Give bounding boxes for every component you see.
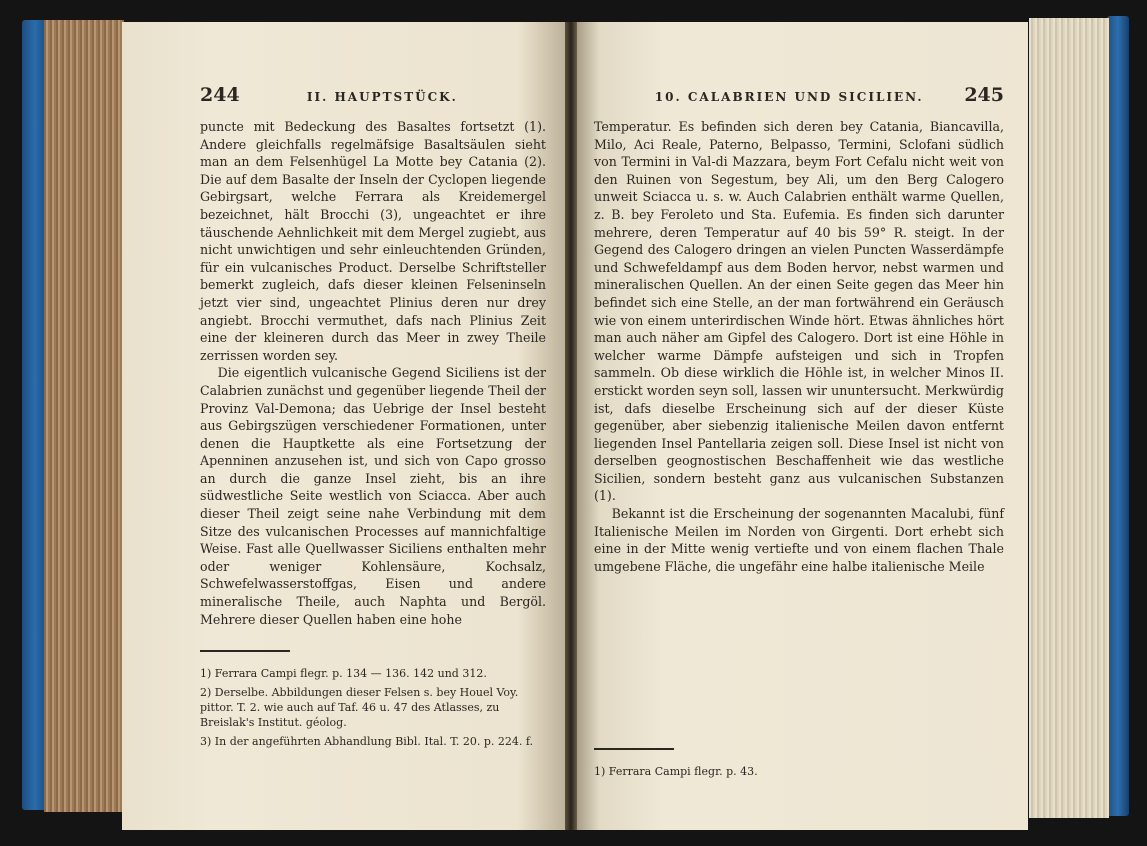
page-edges-right [1029, 18, 1109, 818]
right-page [572, 22, 1028, 830]
left-footnotes [200, 666, 546, 753]
footnote: 1) Ferrara Campi flegr. p. 134 — 136. 142 und 312. [200, 667, 487, 680]
footnote: 2) Derselbe. Abbildungen dieser Felsen s. bey Houel Voy. pittor. T. 2. wie auch auf Taf. 46 u. 47 des Atlasses, zu Breislak's Institut. géolog. [200, 686, 519, 729]
paragraph: puncte mit Bedeckung des Basaltes fortsetzt (1). Andere gleichfalls regelmäfsige Basaltsäulen sieht man an dem Felsenhügel La Motte bey Catania (2). Die auf dem Basalte der Inseln der Cyclopen liegende Gebirgsart, welche Ferrara als Kreidemergel bezeichnet, hält Brocchi (3), ungeachtet er ihre täuschende Aehnlichkeit mit dem Mergel zugiebt, aus nicht unwichtigen und sehr einleuchtenden Gründen, für ein vulcanisches Product. Derselbe Schriftsteller bemerkt zugleich, dafs dieser kleinen Felseninseln jetzt vier sind, ungeachtet Plinius deren nur drey angiebt. Brocchi vermuthet, dafs nach Plinius Zeit eine der kleineren durch das Meer in zwey Theile zerrissen worden sey. [200, 119, 546, 363]
page-edges-left [44, 20, 124, 812]
paragraph: Temperatur. Es befinden sich deren bey Catania, Biancavilla, Milo, Aci Reale, Paterno, Belpasso, Termini, Sclofani südlich von Termini in Val-di Mazzara, beym Fort Cefalu nicht weit von den Ruinen von Segestum, bey Ali, um den Berg Calogero unweit Sciacca u. s. w. Auch Calabrien enthält warme Quellen, z. B. bey Feroleto und Sta. Eufemia. Es finden sich darunter mehrere, deren Temperatur auf 40 bis 59° R. steigt. In der Gegend des Calogero dringen an vielen Puncten Wasserdämpfe und Schwefeldampf aus dem Boden hervor, nebst warmen und mineralischen Quellen. An der einen Seite gegen das Meer hin befindet sich eine Stelle, an der man fortwährend ein Geräusch wie von einem unterirdischen Winde hört. Etwas ähnliches hört man auch näher am Gipfel des Calogero. Dort ist eine Höhle in welcher warme Dämpfe aufsteigen und sich in Tropfen sammeln. Ob diese wirklich die Höhle ist, in welcher Minos II. erstickt worden seyn soll, lassen wir ununtersucht. Merkwürdig ist, dafs dieselbe Erscheinung sich auf der dieser Küste gegenüber, aber siebenzig italienische Meilen davon entfernt liegenden Insel Pantellaria zeigen soll. Diese Insel ist nicht von derselben geognostischen Beschaffenheit wie das westliche Sicilien, sondern besteht ganz aus vulcanischen Substanzen (1). [594, 119, 1004, 504]
footnote-rule [594, 748, 674, 750]
left-running-header [200, 84, 545, 114]
paragraph: Die eigentlich vulcanische Gegend Siciliens ist der Calabrien zunächst und gegenüber liegende Theil der Provinz Val-Demona; das Uebrige der Insel besteht aus Gebirgszügen verschiedener Formationen, unter denen die Hauptkette als eine Fortsetzung der Apenninen anzusehen ist, und sich von Capo grosso an durch die ganze Insel zieht, bis an ihre südwestliche Seite westlich von Sciacca. Aber auch dieser Theil zeigt seine nahe Verbindung mit dem Sitze des vulcanischen Processes auf mannichfaltige Weise. Fast alle Quellwasser Siciliens enthalten mehr oder weniger Kohlensäure, Kochsalz, Schwefelwasserstoffgas, Eisen und andere mineralische Theile, auch Naphta und Bergöl. Mehrere dieser Quellen haben eine hohe [200, 365, 546, 627]
footnote: 1) Ferrara Campi flegr. p. 43. [594, 765, 758, 778]
book-gutter [565, 22, 577, 830]
footnote: 3) In der angeführten Abhandlung Bibl. Ital. T. 20. p. 224. f. [200, 735, 534, 748]
right-running-header [594, 84, 1004, 114]
left-page-number: 244 [200, 84, 240, 106]
right-header-title: 10. CALABRIEN UND SICILIEN. [654, 90, 924, 104]
left-body-text [200, 118, 546, 628]
book-cover-right [1107, 16, 1129, 816]
paragraph: Bekannt ist die Erscheinung der sogenannten Macalubi, fünf Italienische Meilen im Norden von Girgenti. Dort erhebt sich eine in der Mitte wenig vertiefte und von einem flachen Thale umgebene Fläche, die ungefähr eine halbe italienische Meile [594, 506, 1004, 574]
left-page [122, 22, 572, 830]
right-footnotes [594, 764, 1004, 783]
right-page-number: 245 [964, 84, 1004, 106]
left-header-title: II. HAUPTSTÜCK. [306, 90, 458, 104]
footnote-rule [200, 650, 290, 652]
right-body-text [594, 118, 1004, 575]
